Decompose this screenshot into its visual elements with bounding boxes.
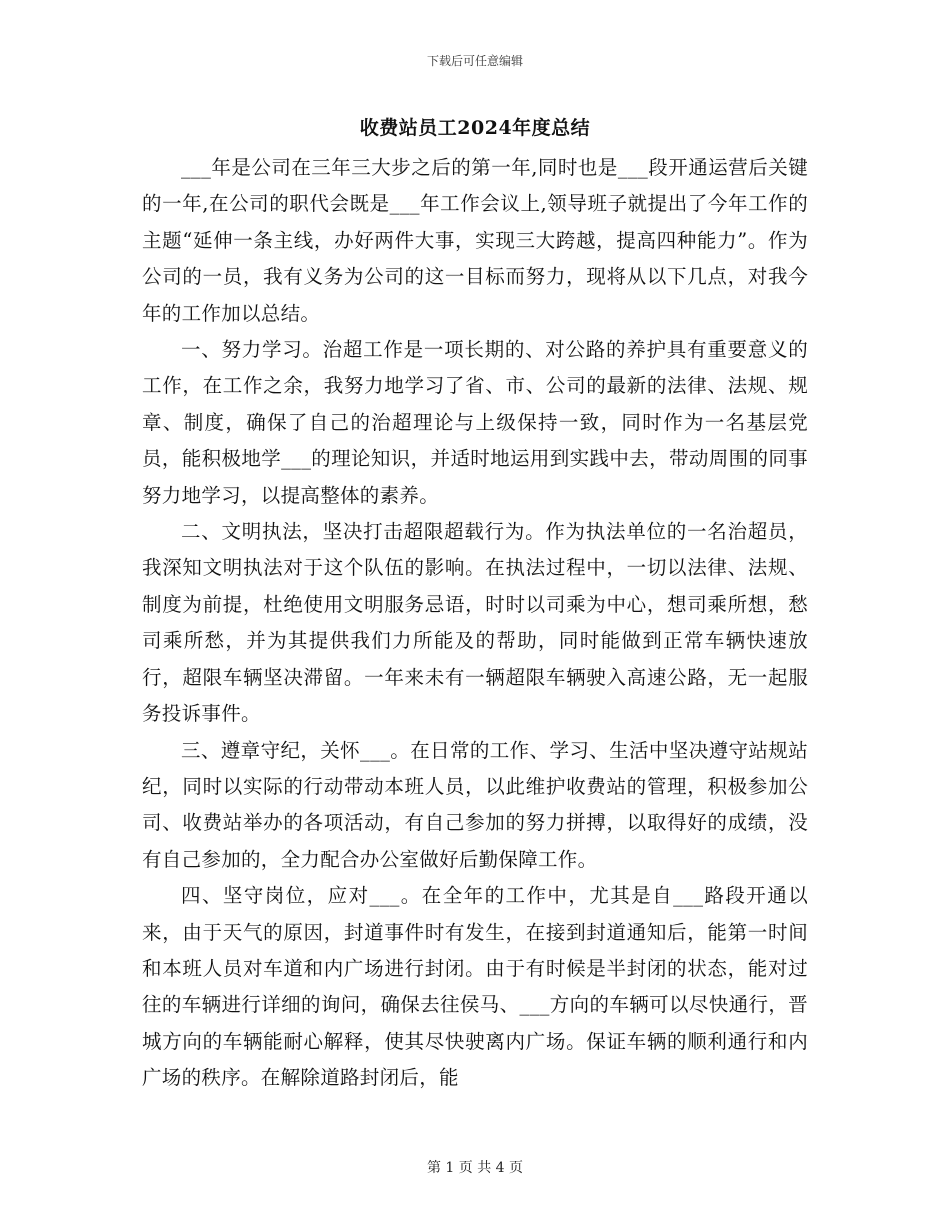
paragraph-intro: ___年是公司在三年三大步之后的第一年,同时也是___段开通运营后关键的一年,在公司的职代会既是___年工作会议上,领导班子就提出了今年工作的主题“延伸一条主线，办好两件大事，实现三大跨越，提高四种能力”。作为公司的一员，我有义务为公司的这一目标而努力，现将从以下几点，对我今年的工作加以总结。 [142, 156, 808, 325]
paragraph-study: 一、努力学习。治超工作是一项长期的、对公路的养护具有重要意义的工作，在工作之余，我努力地学习了省、市、公司的最新的法律、法规、规章、制度，确保了自己的治超理论与上级保持一致，同时作为一名基层党员，能积极地学___的理论知识，并适时地运用到实践中去，带动周围的同事努力地学习，以提高整体的素养。 [142, 338, 808, 507]
paragraph-duty: 四、坚守岗位，应对___。在全年的工作中，尤其是自___路段开通以来，由于天气的原因，封道事件时有发生，在接到封道通知后，能第一时间和本班人员对车道和内广场进行封闭。由于有时候是半封闭的状态，能对过往的车辆进行详细的询问，确保去往侯马、___方向的车辆可以尽快通行，晋城方向的车辆能耐心解释，使其尽快驶离内广场。保证车辆的顺利通行和内广场的秩序。在解除道路封闭后，能 [142, 884, 808, 1090]
document-body [142, 150, 808, 1097]
paragraph-discipline: 三、遵章守纪，关怀___。在日常的工作、学习、生活中坚决遵守站规站纪，同时以实际的行动带动本班人员，以此维护收费站的管理，积极参加公司、收费站举办的各项活动，有自己参加的努力拼搏，以取得好的成绩，没有自己参加的，全力配合办公室做好后勤保障工作。 [142, 738, 808, 871]
page-number: 第 1 页 共 4 页 [426, 1160, 524, 1176]
paragraph-enforcement: 二、文明执法，坚决打击超限超载行为。作为执法单位的一名治超员，我深知文明执法对于这个队伍的影响。在执法过程中，一切以法律、法规、制度为前提，杜绝使用文明服务忌语，时时以司乘为中心，想司乘所想，愁司乘所愁，并为其提供我们力所能及的帮助，同时能做到正常车辆快速放行，超限车辆坚决滞留。一年来未有一辆超限车辆驶入高速公路，无一起服务投诉事件。 [142, 520, 808, 726]
document-title: 收费站员工2024年度总结 [359, 117, 591, 139]
page-header-note: 下载后可任意编辑 [426, 54, 523, 68]
